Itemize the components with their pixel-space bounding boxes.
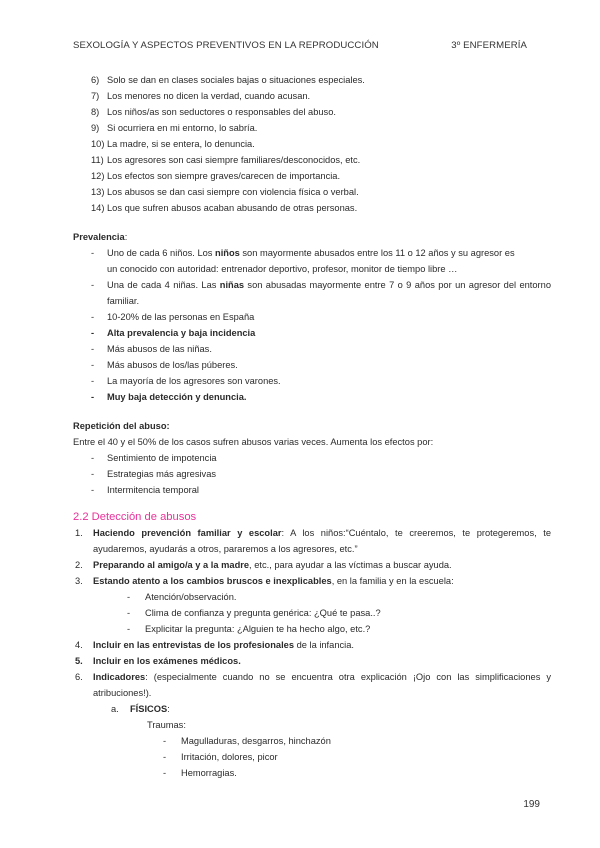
ordered-item: 1. Haciendo prevención familiar y escolar: A los niños:“Cuéntalo, te creeremos, te protegeremos, te ayudaremos, ayudarás a otros, pararemos a los agresores, etc.” bbox=[75, 528, 551, 554]
traumas-item-text: Magulladuras, desgarros, hinchazón bbox=[181, 736, 331, 746]
item-text: Si ocurriera en mi entorno, lo sabría. bbox=[107, 123, 258, 133]
item-text: Los que sufren abusos acaban abusando de otras personas. bbox=[107, 203, 358, 213]
item-text: Los niños/as son seductores o responsables del abuso. bbox=[107, 107, 336, 117]
sub-item-text: Clima de confianza y pregunta genérica: ¿Qué te pasa..? bbox=[145, 608, 381, 618]
sub-item-text: Explicitar la pregunta: ¿Alguien te ha hecho algo, etc.? bbox=[145, 624, 371, 634]
list-item-text: Estrategias más agresivas bbox=[107, 469, 217, 479]
header-title: SEXOLOGÍA Y ASPECTOS PREVENTIVOS EN LA REPRODUCCIÓN bbox=[73, 40, 379, 51]
sub-item-text: Atención/observación. bbox=[145, 592, 237, 602]
list-item: - Muy baja detección y denuncia. bbox=[91, 392, 247, 402]
list-item: - Más abusos de los/las púberes. bbox=[91, 360, 238, 370]
traumas-item: - Hemorragias. bbox=[73, 765, 551, 781]
item-number: 9) bbox=[91, 123, 100, 133]
myth-item bbox=[73, 88, 551, 104]
traumas-item-text: Hemorragias. bbox=[181, 768, 237, 778]
list-item: - Más abusos de las niñas. bbox=[91, 344, 212, 354]
myth-item bbox=[73, 200, 551, 216]
list-item-continuation: un conocido con autoridad: entrenador deportivo, profesor, monitor de tiempo libre … bbox=[107, 264, 458, 274]
prevalencia-heading: Prevalencia: bbox=[73, 232, 128, 242]
list-item: - Estrategias más agresivas bbox=[73, 466, 551, 482]
list-item: - Intermitencia temporal bbox=[73, 482, 551, 498]
item-text: Los abusos se dan casi siempre con violencia física o verbal. bbox=[107, 187, 359, 197]
item-number: 6) bbox=[91, 75, 100, 85]
page-number: 199 bbox=[523, 799, 540, 810]
item-number: 14) bbox=[91, 203, 105, 213]
sub-list bbox=[73, 589, 551, 637]
item-number: 7) bbox=[91, 91, 100, 101]
item-text: Solo se dan en clases sociales bajas o situaciones especiales. bbox=[107, 75, 365, 85]
item-text: Los agresores son casi siempre familiares/desconocidos, etc. bbox=[107, 155, 361, 165]
item-text: Los menores no dicen la verdad, cuando acusan. bbox=[107, 91, 311, 101]
list-item: - La mayoría de los agresores son varones. bbox=[91, 376, 281, 386]
item-text: Los efectos son siempre graves/carecen de importancia. bbox=[107, 171, 341, 181]
page-content bbox=[73, 72, 551, 781]
myth-item bbox=[73, 136, 551, 152]
myth-item bbox=[73, 104, 551, 120]
ordered-item: 5. Incluir en los exámenes médicos. bbox=[75, 656, 241, 666]
list-item: - Alta prevalencia y baja incidencia bbox=[91, 328, 256, 338]
list-item: - 10-20% de las personas en España bbox=[91, 312, 255, 322]
myth-list bbox=[73, 72, 551, 216]
myth-item bbox=[73, 72, 551, 88]
item-number: 13) bbox=[91, 187, 105, 197]
list-item-text: Sentimiento de impotencia bbox=[107, 453, 217, 463]
myth-item bbox=[73, 168, 551, 184]
item-text: La madre, si se entera, lo denuncia. bbox=[107, 139, 255, 149]
ordered-item: 3. Estando atento a los cambios bruscos e inexplicables, en la familia y en la escuela: bbox=[75, 576, 454, 586]
myth-item bbox=[73, 152, 551, 168]
traumas-item-text: Irritación, dolores, picor bbox=[181, 752, 278, 762]
sub-list-item: - Atención/observación. bbox=[73, 589, 551, 605]
ordered-item: 4. Incluir en las entrevistas de los profesionales de la infancia. bbox=[75, 640, 354, 650]
traumas-list bbox=[73, 733, 551, 781]
ordered-item: 2. Preparando al amigo/a y a la madre, etc., para ayudar a las víctimas a buscar ayuda. bbox=[75, 560, 452, 570]
traumas-item: - Irritación, dolores, picor bbox=[73, 749, 551, 765]
header-course: 3º ENFERMERÍA bbox=[451, 40, 527, 51]
repeticion-heading: Repetición del abuso: bbox=[73, 421, 170, 431]
list-item: - Uno de cada 6 niños. Los niños son mayormente abusados entre los 11 o 12 años y su agresor es bbox=[91, 248, 515, 258]
page-header bbox=[73, 38, 527, 54]
myth-item bbox=[73, 184, 551, 200]
traumas-label: Traumas: bbox=[147, 720, 186, 730]
section-heading-deteccion: 2.2 Detección de abusos bbox=[73, 511, 197, 523]
list-item-text: Intermitencia temporal bbox=[107, 485, 199, 495]
list-item: - Sentimiento de impotencia bbox=[73, 450, 551, 466]
item-number: 11) bbox=[91, 155, 104, 165]
sub-list-item: - Clima de confianza y pregunta genérica: ¿Qué te pasa..? bbox=[73, 605, 551, 621]
sub-list-item: - Explicitar la pregunta: ¿Alguien te ha hecho algo, etc.? bbox=[73, 621, 551, 637]
ordered-item: 6. Indicadores: (especialmente cuando no se encuentra otra explicación ¡Ojo con las simplificaciones y atribuciones!). bbox=[75, 672, 551, 698]
alpha-item: a. FÍSICOS: bbox=[111, 704, 170, 714]
item-number: 12) bbox=[91, 171, 105, 181]
item-number: 8) bbox=[91, 107, 100, 117]
traumas-item: - Magulladuras, desgarros, hinchazón bbox=[73, 733, 551, 749]
repeticion-list bbox=[73, 450, 551, 498]
myth-item bbox=[73, 120, 551, 136]
repeticion-intro: Entre el 40 y el 50% de los casos sufren abusos varias veces. Aumenta los efectos por: bbox=[73, 437, 434, 447]
list-item: - Una de cada 4 niñas. Las niñas son abusadas mayormente entre 7 o 9 años por un agresor del entorno familiar. bbox=[91, 280, 551, 306]
item-number: 10) bbox=[91, 139, 105, 149]
